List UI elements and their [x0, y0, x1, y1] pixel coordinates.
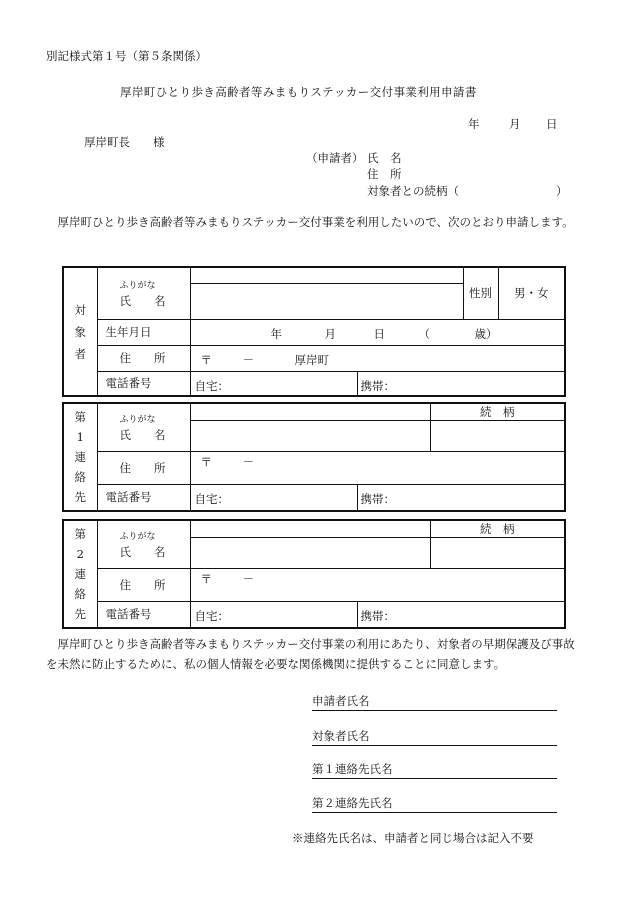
contact1-phone-label: 電話番号	[97, 485, 190, 511]
contact1-name-input[interactable]	[190, 421, 430, 452]
contact1-table	[62, 402, 566, 512]
contact2-address-input[interactable]: 〒 －	[190, 569, 565, 602]
applicant-address-label: 住 所	[367, 167, 402, 181]
subject-phone-label: 電話番号	[97, 371, 190, 396]
contact2-address-label: 住 所	[97, 569, 190, 602]
subject-side-label: 対 象 者	[63, 267, 97, 396]
subject-gender-label: 性別	[463, 267, 498, 319]
subject-furigana-label: ふりがな	[119, 280, 156, 291]
subject-address-input[interactable]: 〒 － 厚岸町	[190, 345, 565, 371]
contact1-name-label-cell: ふりがな 氏 名	[97, 403, 190, 452]
contact2-table	[62, 519, 566, 629]
date-month: 月	[509, 117, 521, 131]
applicant-relation-close: ）	[556, 184, 568, 198]
subject-phone-input[interactable]: 自宅： 携帯：	[190, 371, 565, 396]
subject-name-label-cell	[97, 267, 190, 319]
contact1-name-label: 氏 名	[119, 428, 166, 442]
form-title: 厚岸町ひとり歩き高齢者等みまもりステッカー交付事業利用申請書	[120, 85, 477, 99]
subject-address-label: 住 所	[97, 345, 190, 371]
consent-text: 厚岸町ひとり歩き高齢者等みまもりステッカー交付事業の利用にあたり、対象者の早期保護及び事故を未然に防止するために、私の個人情報を必要な関係機関に提供することに同意します。	[46, 637, 575, 671]
applicant-role: （申請者）	[306, 151, 364, 165]
contact1-relation-input[interactable]	[430, 421, 565, 452]
subject-name-input[interactable]	[190, 283, 463, 319]
contact1-relation-label: 続 柄	[430, 403, 565, 421]
contact1-address-input[interactable]: 〒 －	[190, 452, 565, 485]
signature-contact2[interactable]: 第２連絡先氏名	[312, 796, 557, 813]
subject-table	[62, 266, 566, 397]
intro-text: 厚岸町ひとり歩き高齢者等みまもりステッカー交付事業を利用したいので、次のとおり申請します。	[57, 215, 574, 229]
signature-contact1[interactable]: 第１連絡先氏名	[312, 762, 557, 779]
subject-name-label: 氏 名	[119, 293, 166, 308]
contact2-name-label: 氏 名	[119, 545, 166, 559]
signature-applicant[interactable]: 申請者氏名	[312, 694, 557, 711]
subject-furigana-input[interactable]	[190, 267, 463, 283]
subject-birth-label: 生年月日	[97, 319, 190, 345]
form-number: 別記様式第１号（第５条関係）	[46, 49, 207, 63]
contact2-furigana-input[interactable]	[190, 520, 430, 538]
contact2-side-label: 第 2 連 絡 先	[63, 520, 97, 628]
applicant-relation-label: 対象者との続柄（	[367, 184, 459, 198]
contact1-address-label: 住 所	[97, 452, 190, 485]
contact2-name-label-cell: ふりがな 氏 名	[97, 520, 190, 569]
date-day: 日	[546, 117, 558, 131]
contact1-furigana-input[interactable]	[190, 403, 430, 421]
subject-birth-input[interactable]: 年 月 日 （ 歳）	[190, 319, 565, 345]
contact1-phone-input[interactable]: 自宅： 携帯：	[190, 485, 565, 511]
applicant-name-label: 氏 名	[367, 151, 402, 165]
subject-town: 厚岸町	[294, 352, 329, 367]
contact1-side-label: 第 1 連 絡 先	[63, 403, 97, 511]
contact2-relation-input[interactable]	[430, 538, 565, 569]
contact2-phone-input[interactable]: 自宅： 携帯：	[190, 602, 565, 628]
contact2-name-input[interactable]	[190, 538, 430, 569]
date-year: 年	[468, 117, 480, 131]
footnote: ※連絡先氏名は、申請者と同じ場合は記入不要	[292, 831, 534, 845]
signature-subject[interactable]: 対象者氏名	[312, 729, 557, 746]
addressee: 厚岸町長 様	[84, 135, 165, 149]
contact2-phone-label: 電話番号	[97, 602, 190, 628]
postal-mark: 〒	[200, 352, 212, 367]
subject-gender-options[interactable]: 男・女	[498, 267, 565, 319]
contact2-relation-label: 続 柄	[430, 520, 565, 538]
